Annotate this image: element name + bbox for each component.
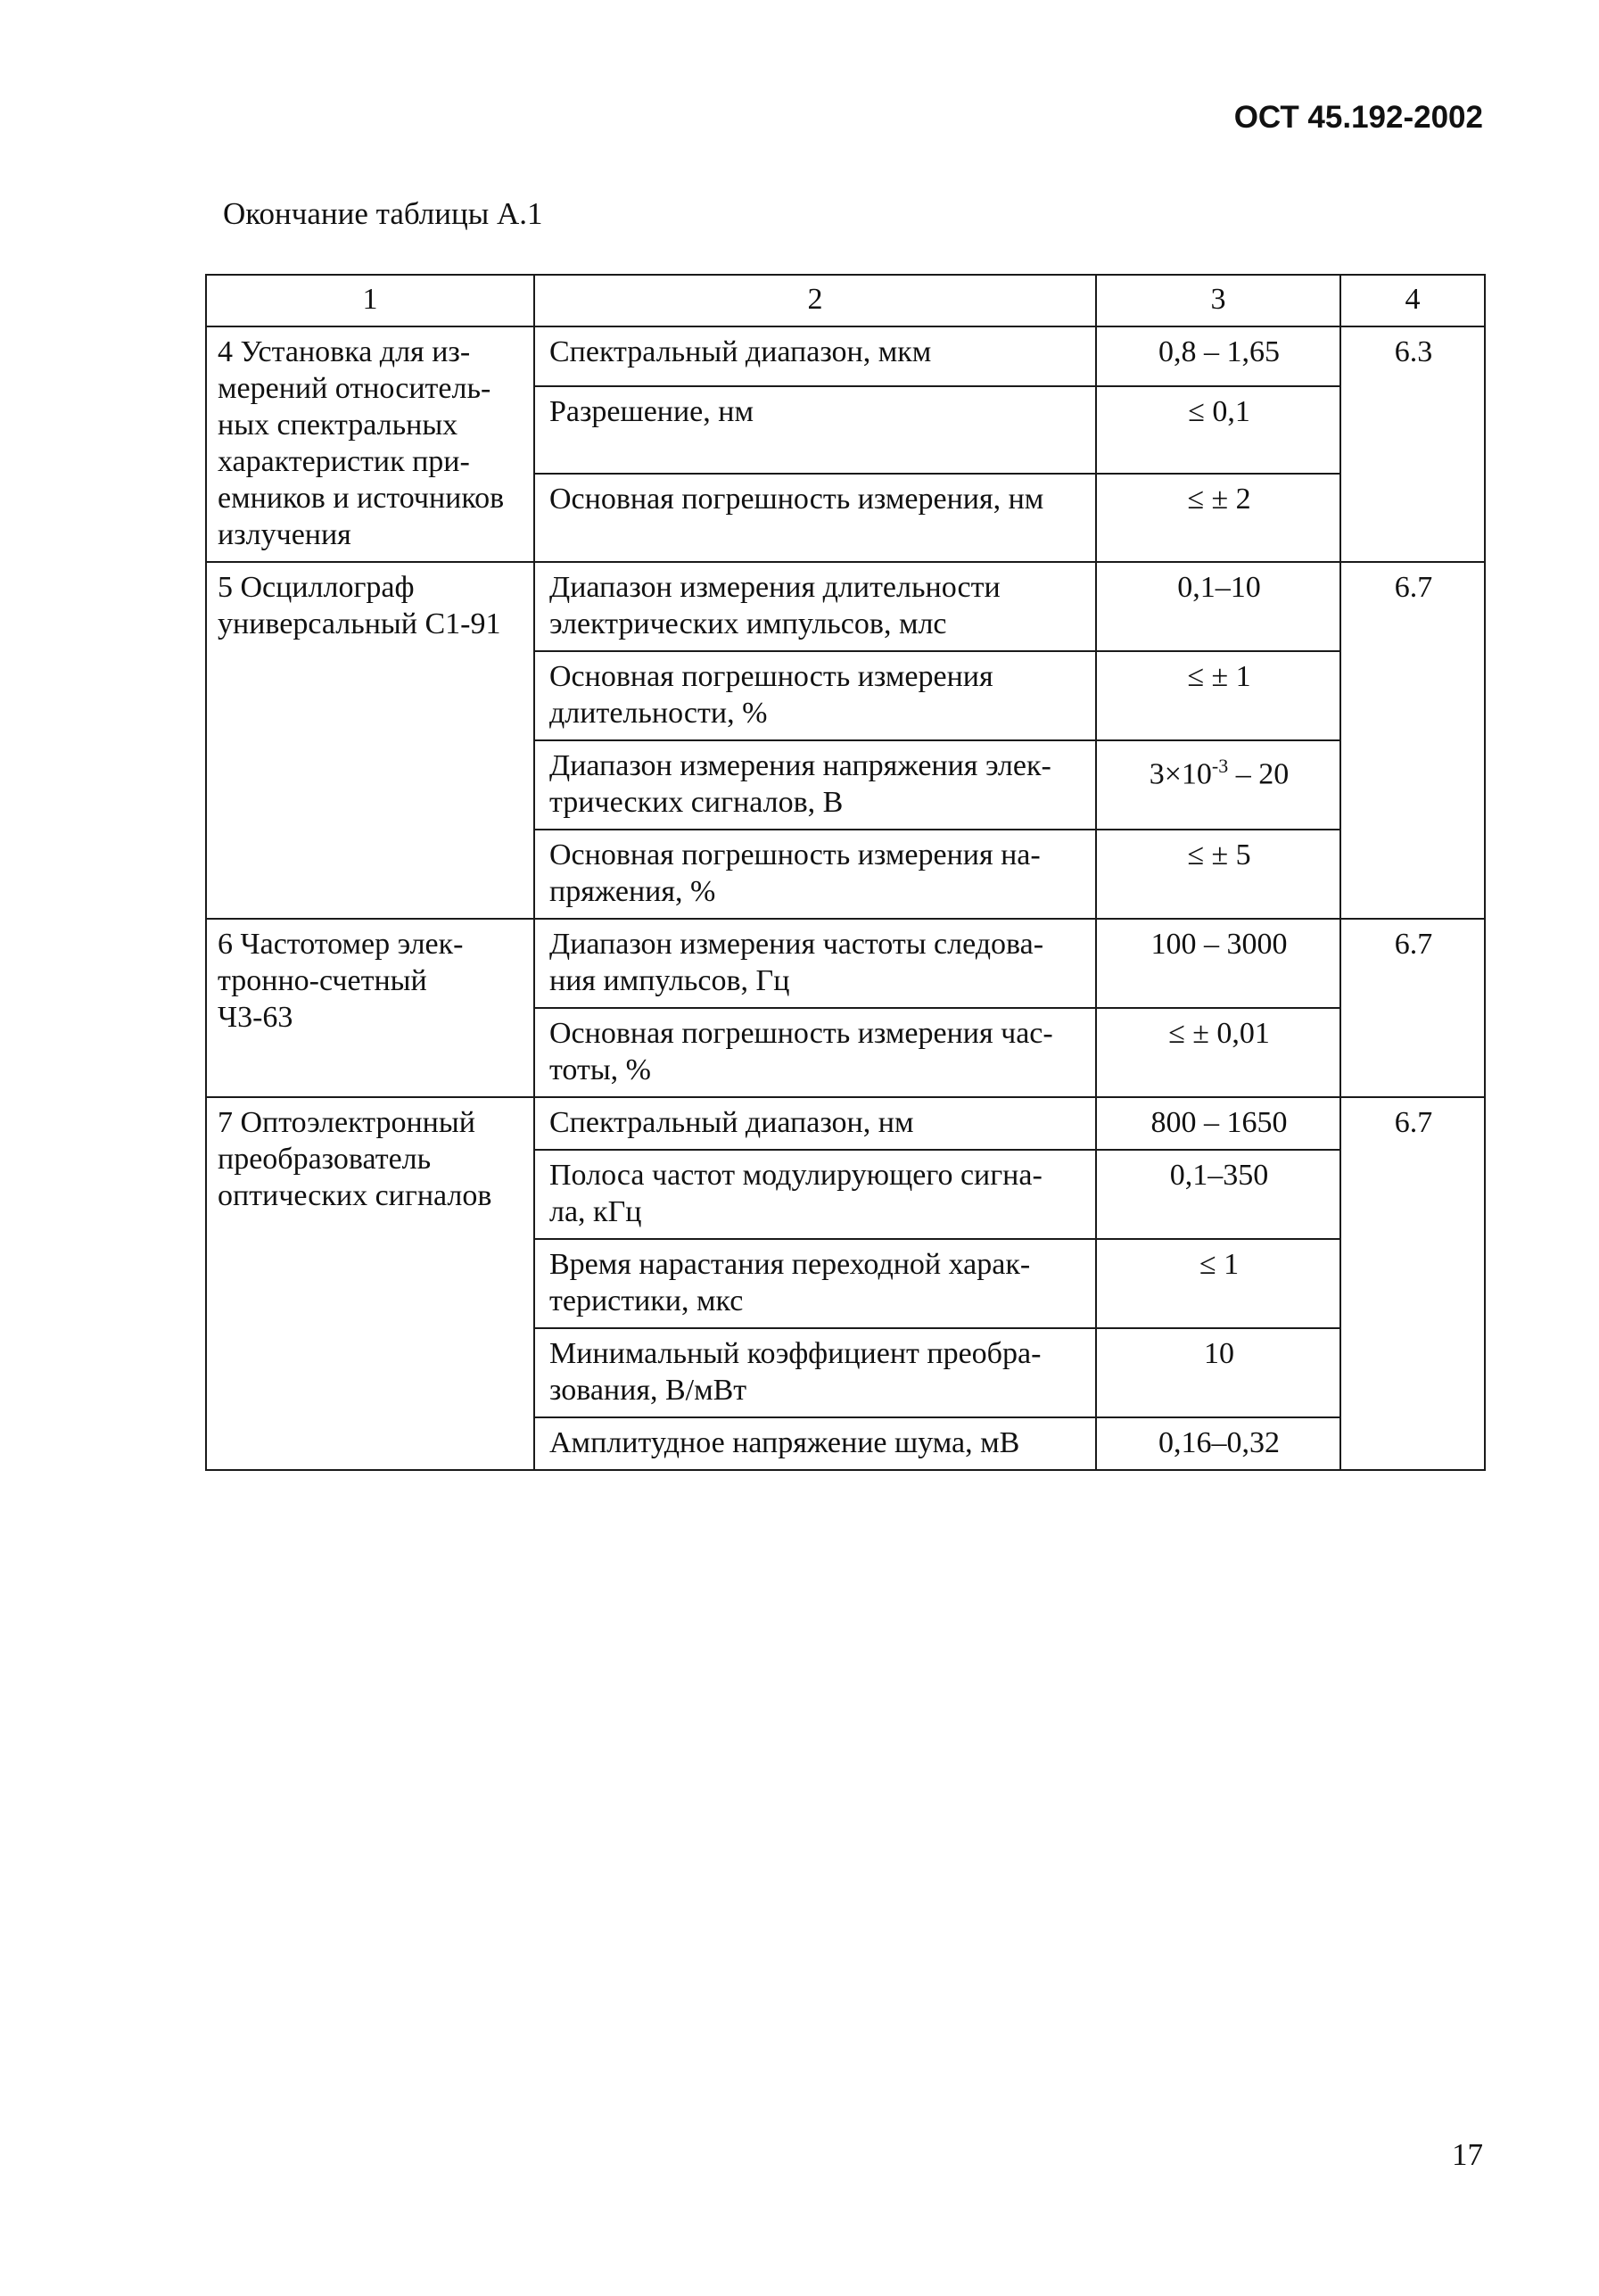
column-header-4: 4 xyxy=(1340,275,1485,326)
clause-cell: 6.7 xyxy=(1340,919,1485,1097)
clause-cell: 6.7 xyxy=(1340,562,1485,919)
document-code: ОСТ 45.192-2002 xyxy=(1233,100,1483,135)
value-cell: 0,8 – 1,65 xyxy=(1096,326,1340,386)
value-exponent: -3 xyxy=(1211,755,1229,777)
table-row xyxy=(206,919,1485,1008)
device-name: 4 Установка для из- мерений относитель- ных спектральных характеристик при- емников и источников излучения xyxy=(206,326,534,562)
parameter-cell: Основная погрешность измерения на- пряжения, % xyxy=(534,830,1096,919)
parameter-cell: Основная погрешность измерения, нм xyxy=(534,474,1096,562)
value-cell: 0,16–0,32 xyxy=(1096,1417,1340,1470)
parameter-cell: Диапазон измерения длительности электрических импульсов, млс xyxy=(534,562,1096,651)
parameter-cell: Разрешение, нм xyxy=(534,386,1096,475)
parameter-cell: Основная погрешность измерения час- тоты, % xyxy=(534,1008,1096,1097)
parameter-cell: Спектральный диапазон, мкм xyxy=(534,326,1096,386)
value-tail: – 20 xyxy=(1228,757,1290,791)
parameter-cell: Время нарастания переходной харак- теристики, мкс xyxy=(534,1239,1096,1328)
value-cell: 100 – 3000 xyxy=(1096,919,1340,1008)
value-cell: 800 – 1650 xyxy=(1096,1097,1340,1150)
table-row xyxy=(206,1097,1485,1150)
device-name: 7 Оптоэлектронный преобразователь оптических сигналов xyxy=(206,1097,534,1470)
table-row xyxy=(206,326,1485,386)
parameter-cell: Диапазон измерения частоты следова- ния импульсов, Гц xyxy=(534,919,1096,1008)
clause-cell: 6.3 xyxy=(1340,326,1485,562)
equipment-table xyxy=(205,274,1486,1471)
parameter-cell: Полоса частот модулирующего сигна- ла, кГц xyxy=(534,1150,1096,1239)
value-cell: 10 xyxy=(1096,1328,1340,1417)
value-base: 3×10 xyxy=(1149,757,1212,791)
column-header-3: 3 xyxy=(1096,275,1340,326)
value-cell: ≤ 1 xyxy=(1096,1239,1340,1328)
clause-cell: 6.7 xyxy=(1340,1097,1485,1470)
value-cell: ≤ ± 2 xyxy=(1096,474,1340,562)
value-cell: ≤ 0,1 xyxy=(1096,386,1340,475)
column-header-2: 2 xyxy=(534,275,1096,326)
parameter-cell: Минимальный коэффициент преобра- зования, В/мВт xyxy=(534,1328,1096,1417)
parameter-cell: Основная погрешность измерения длительности, % xyxy=(534,651,1096,740)
value-cell: ≤ ± 5 xyxy=(1096,830,1340,919)
table-header-row xyxy=(206,275,1485,326)
value-cell: ≤ ± 1 xyxy=(1096,651,1340,740)
parameter-cell: Диапазон измерения напряжения элек- трических сигналов, В xyxy=(534,740,1096,830)
device-name: 5 Осциллограф универсальный С1-91 xyxy=(206,562,534,919)
table-caption: Окончание таблицы А.1 xyxy=(223,196,543,231)
value-cell: 0,1–10 xyxy=(1096,562,1340,651)
value-cell: ≤ ± 0,01 xyxy=(1096,1008,1340,1097)
parameter-cell: Амплитудное напряжение шума, мВ xyxy=(534,1417,1096,1470)
column-header-1: 1 xyxy=(206,275,534,326)
page-number: 17 xyxy=(1452,2137,1483,2172)
value-cell xyxy=(1096,740,1340,830)
parameter-cell: Спектральный диапазон, нм xyxy=(534,1097,1096,1150)
value-cell: 0,1–350 xyxy=(1096,1150,1340,1239)
device-name: 6 Частотомер элек- тронно-счетный Ч3-63 xyxy=(206,919,534,1097)
table-row xyxy=(206,562,1485,651)
